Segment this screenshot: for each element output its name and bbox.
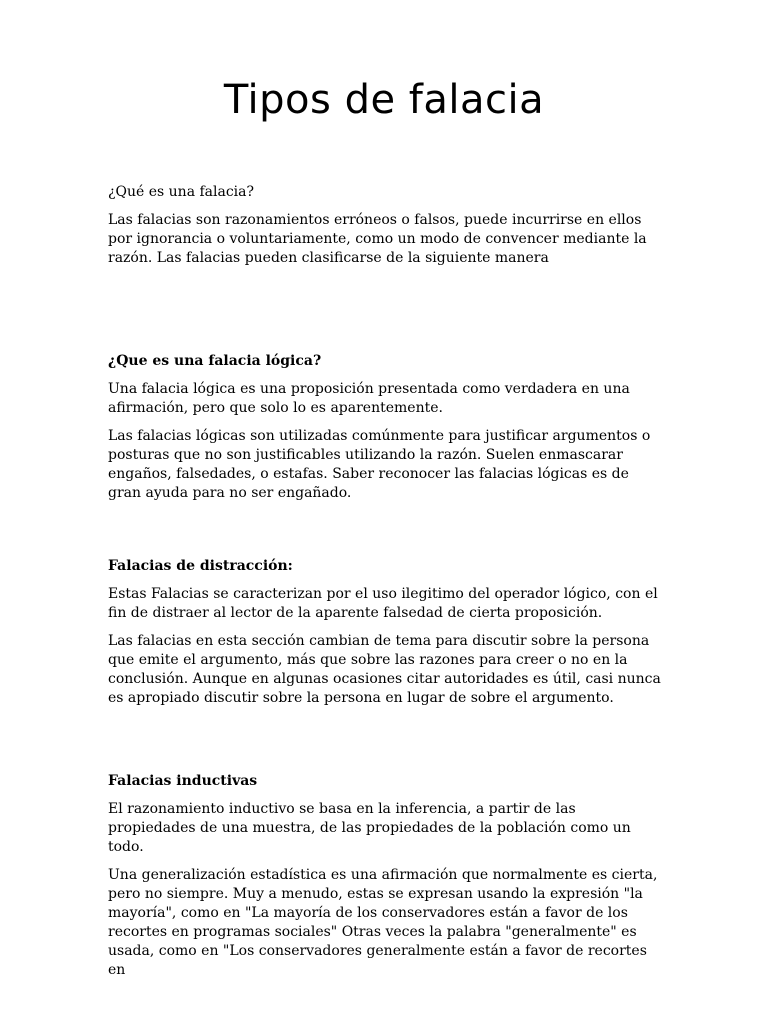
section-heading: ¿Qué es una falacia? (108, 184, 255, 200)
section-what-is-fallacy (108, 183, 664, 268)
section-heading: Falacias inductivas (108, 773, 258, 789)
page-title: Tipos de falacia (223, 77, 545, 123)
section-paragraph: Estas Falacias se caracterizan por el uso ilegitimo del operador lógico, con el fin de distraer al lector de la aparente falsedad de cierta proposición. (108, 586, 658, 621)
section-paragraph: El razonamiento inductivo se basa en la inferencia, a partir de las propiedades de una muestra, de las propiedades de la población como un todo. (108, 801, 631, 855)
section-paragraph: Una falacia lógica es una proposición presentada como verdadera en una afirmación, pero que solo lo es aparentemente. (108, 381, 630, 416)
section-logical-fallacy (108, 352, 664, 503)
section-paragraph: Las falacias son razonamientos erróneos o falsos, puede incurrirse en ellos por ignorancia o voluntariamente, como un modo de convencer mediante la razón. Las falacias pueden clasificarse de la siguiente manera (108, 212, 647, 266)
section-heading: Falacias de distracción: (108, 558, 293, 574)
section-paragraph: Las falacias lógicas son utilizadas comúnmente para justificar argumentos o posturas que no son justificables utilizando la razón. Suelen enmascarar engaños, falsedades, o estafas. Saber reconocer las falacias lógicas es de gran ayuda para no ser engañado. (108, 428, 651, 501)
section-distraction-fallacies (108, 557, 664, 708)
section-inductive-fallacies (108, 772, 664, 980)
section-paragraph: Una generalización estadística es una afirmación que normalmente es cierta, pero no siempre. Muy a menudo, estas se expresan usando la expresión "la mayoría", como en "La mayoría de los conservadores están a favor de los recortes en programas sociales" Otras veces la palabra "generalmente" es usada, como en "Los conservadores generalmente están a favor de recortes en (108, 867, 658, 978)
section-heading: ¿Que es una falacia lógica? (108, 353, 322, 369)
section-paragraph: Las falacias en esta sección cambian de tema para discutir sobre la persona que emite el argumento, más que sobre las razones para creer o no en la conclusión. Aunque en algunas ocasiones citar autoridades es útil, casi nunca es apropiado discutir sobre la persona en lugar de sobre el argumento. (108, 633, 661, 706)
